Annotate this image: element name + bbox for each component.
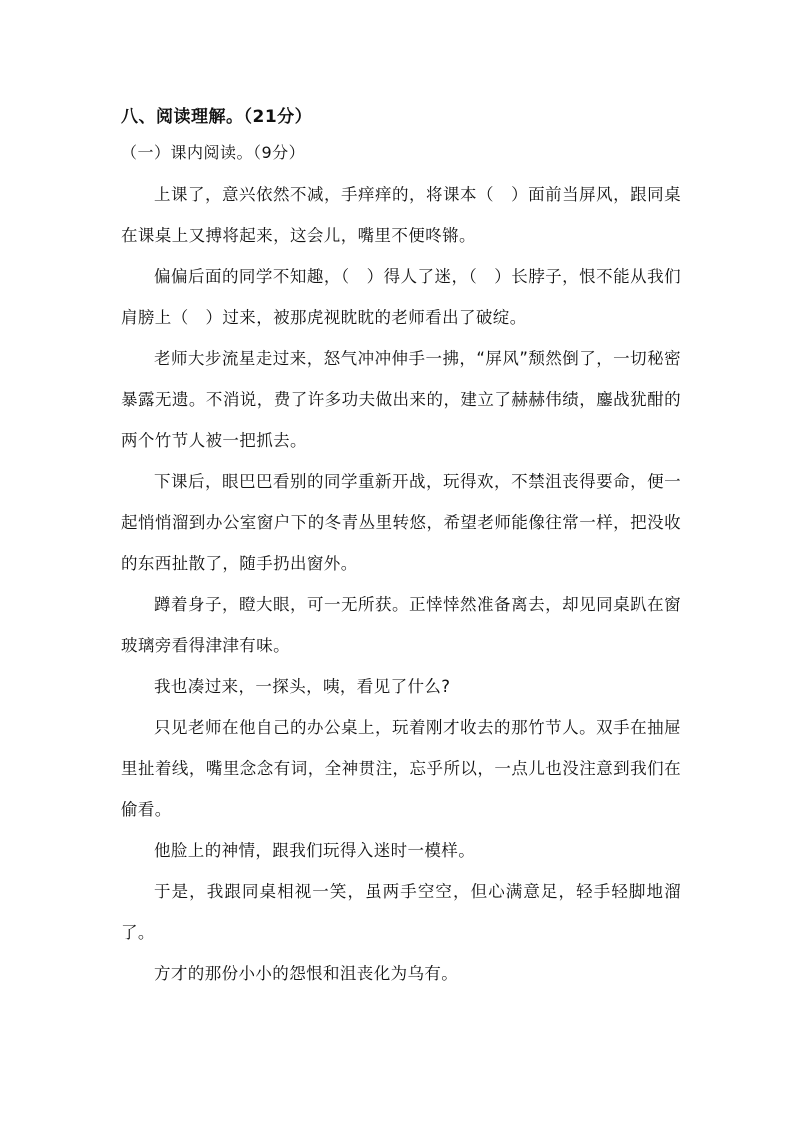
paragraph: 方才的那份小小的怨恨和沮丧化为乌有。 bbox=[154, 964, 459, 983]
paragraph: 偏偏后面的同学不知趣，（ ）得人了迷，（ ）长脖子，恨不能从我们肩膀上（ ）过来，被那虎视眈眈的老师看出了破绽。 bbox=[121, 267, 681, 327]
section-title: 八、阅读理解。（21分） bbox=[121, 107, 313, 127]
paragraph: 下课后，眼巴巴看别的同学重新开战，玩得欢，不禁沮丧得要命，便一起悄悄溜到办公室窗户下的冬青丛里转悠，希望老师能像往常一样，把没收的东西扯散了，随手扔出窗外。 bbox=[121, 472, 681, 573]
paragraph: 他脸上的神情，跟我们玩得入迷时一模样。 bbox=[154, 841, 476, 860]
reading-section bbox=[121, 100, 681, 994]
paragraph: 老师大步流星走过来，怒气冲冲伸手一拂，“屏风”颓然倒了，一切秘密暴露无遗。不消说，费了许多功夫做出来的，建立了赫赫伟绩，鏖战犹酣的两个竹节人被一把抓去。 bbox=[121, 349, 681, 450]
paragraph: 蹲着身子，瞪大眼，可一无所获。正悻悻然准备离去，却见同桌趴在窗玻璃旁看得津津有味。 bbox=[121, 595, 681, 655]
sub-title: （一）课内阅读。（9分） bbox=[121, 143, 306, 162]
paragraph: 我也凑过来，一探头，咦，看见了什么? bbox=[154, 677, 451, 696]
paragraph: 上课了，意兴依然不减，手痒痒的，将课本（ ）面前当屏风，跟同桌在课桌上又搏将起来，这会儿，嘴里不便咚锵。 bbox=[121, 185, 681, 245]
paragraph: 于是，我跟同桌相视一笑，虽两手空空，但心满意足，轻手轻脚地溜了。 bbox=[121, 882, 681, 942]
paragraph: 只见老师在他自己的办公桌上，玩着刚才收去的那竹节人。双手在抽屉里扯着线，嘴里念念有词，全神贯注，忘乎所以，一点儿也没注意到我们在偷看。 bbox=[121, 718, 681, 819]
